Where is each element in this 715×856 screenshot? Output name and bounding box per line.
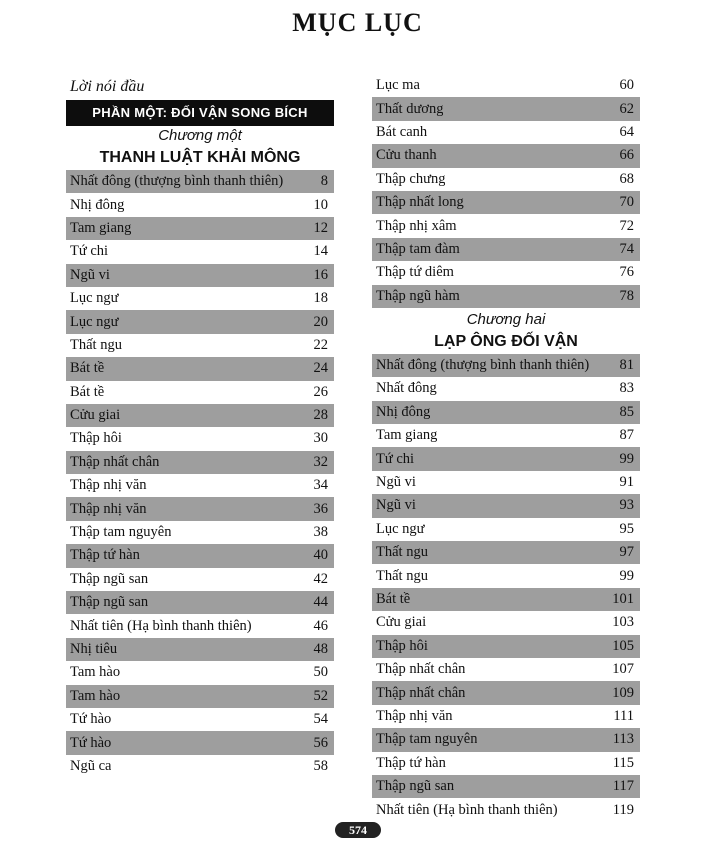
toc-entry-title: Thập hôi [70, 430, 122, 447]
toc-entry-title: Nhất đông (thượng bình thanh thiên) [70, 173, 284, 190]
toc-entry-title: Lục ngư [70, 290, 119, 307]
toc-entry-title: Cửu thanh [376, 147, 437, 164]
page-title: MỤC LỤC [292, 8, 423, 37]
toc-entry-title: Thập ngũ san [376, 778, 455, 795]
toc-entry-title: Tứ hào [70, 734, 112, 751]
toc-entry [66, 638, 334, 661]
toc-entry [372, 74, 640, 97]
toc-entry-title: Nhất tiên (Hạ bình thanh thiên) [376, 801, 558, 818]
toc-entry-page: 113 [612, 731, 634, 748]
toc-entry-title: Cửu giai [376, 614, 427, 631]
toc-entry-page: 52 [313, 687, 328, 704]
toc-entry [372, 144, 640, 167]
toc-entry [372, 494, 640, 517]
toc-entry [66, 334, 334, 357]
toc-entry-title: Ngũ vi [376, 497, 416, 514]
toc-entry-page: 72 [619, 217, 634, 234]
page-number-badge: 574 [335, 822, 381, 838]
toc-entry-page: 99 [619, 450, 634, 467]
toc-entry [66, 521, 334, 544]
toc-entry [372, 681, 640, 704]
toc-entry-page: 93 [619, 497, 634, 514]
toc-entry-page: 101 [612, 591, 634, 607]
toc-entry-title: Thập nhị văn [70, 477, 147, 494]
toc-entry [66, 708, 334, 731]
toc-entry-title: Tam hào [70, 687, 121, 704]
chapter-one-entries [66, 170, 334, 778]
toc-entry-title: Bát tề [70, 360, 105, 377]
part-one-banner: PHẦN MỘT: ĐỐI VẬN SONG BÍCH [66, 100, 334, 126]
toc-entry-title: Ngũ ca [70, 757, 112, 774]
toc-entry-page: 32 [313, 453, 328, 470]
toc-entry-title: Ngũ vi [376, 474, 416, 491]
toc-entry [372, 518, 640, 541]
toc-entry-page: 38 [313, 524, 328, 541]
toc-entry-title: Thập nhất chân [70, 453, 160, 470]
toc-entry [372, 798, 640, 821]
toc-entry [66, 193, 334, 216]
toc-entry-page: 78 [619, 287, 634, 304]
toc-entry-page: 30 [313, 430, 328, 447]
toc-entry-title: Bát tề [376, 591, 411, 607]
toc-entry-title: Tứ chi [376, 450, 415, 467]
toc-right-column [372, 74, 640, 822]
toc-entry-page: 66 [619, 147, 634, 164]
toc-entry-title: Thập tam đàm [376, 240, 460, 257]
toc-entry [66, 264, 334, 287]
toc-entry-title: Lục ngư [376, 520, 425, 537]
toc-entry-title: Thập nhất long [376, 194, 464, 211]
toc-entry-title: Thập ngũ san [70, 570, 149, 587]
toc-entry-page: 28 [313, 407, 328, 424]
toc-entry-title: Nhất đông (thượng bình thanh thiên) [376, 357, 590, 374]
toc-entry-page: 99 [619, 567, 634, 584]
toc-entry-page: 18 [313, 290, 328, 307]
toc-entry-page: 81 [619, 357, 634, 374]
toc-entry [372, 658, 640, 681]
toc-entry [372, 635, 640, 658]
toc-entry [372, 705, 640, 728]
toc-entry-page: 76 [619, 264, 634, 281]
chapter-two-label: Chương hai [466, 310, 546, 328]
toc-entry-title: Nhất tiên (Hạ bình thanh thiên) [70, 617, 252, 634]
toc-entry [66, 731, 334, 754]
toc-entry-title: Cửu giai [70, 407, 121, 424]
toc-entry-page: 42 [313, 570, 328, 587]
toc-entry-page: 64 [619, 123, 634, 140]
toc-entry [66, 170, 334, 193]
toc-entry-title: Thất ngu [376, 544, 428, 561]
toc-entry-page: 62 [619, 100, 634, 117]
toc-entry-page: 68 [619, 170, 634, 187]
toc-entry-page: 83 [619, 380, 634, 397]
toc-entry-title: Thập nhất chân [376, 661, 466, 678]
toc-entry [372, 447, 640, 470]
toc-entry-title: Tứ chi [70, 243, 109, 260]
toc-entry [66, 544, 334, 567]
toc-entry [372, 354, 640, 377]
toc-entry [372, 261, 640, 284]
toc-entry-page: 87 [619, 427, 634, 444]
toc-entry-page: 8 [320, 173, 328, 190]
toc-entry-title: Nhị tiêu [70, 641, 118, 657]
toc-entry-page: 56 [313, 734, 328, 751]
toc-entry-page: 111 [613, 707, 634, 724]
toc-entry [372, 377, 640, 400]
toc-entry [66, 240, 334, 263]
toc-entry [66, 755, 334, 778]
toc-entry-title: Thập tứ hàn [70, 547, 140, 564]
toc-entry [372, 168, 640, 191]
toc-entry [372, 588, 640, 611]
toc-entry [372, 752, 640, 775]
toc-entry [66, 217, 334, 240]
toc-entry-page: 70 [619, 194, 634, 211]
toc-entry-title: Thập nhị văn [70, 500, 147, 517]
toc-entry [66, 381, 334, 404]
toc-entry-page: 103 [612, 614, 634, 631]
toc-entry [66, 451, 334, 474]
toc-entry-title: Thất ngu [376, 567, 428, 584]
toc-entry [372, 564, 640, 587]
toc-entry [66, 568, 334, 591]
toc-entry-page: 46 [313, 617, 328, 634]
toc-entry [66, 497, 334, 520]
preface-entry: Lời nói đầu [70, 78, 145, 95]
toc-entry-page: 85 [619, 403, 634, 420]
toc-entry-page: 117 [612, 778, 634, 795]
chapter-two-title: LẠP ÔNG ĐỐI VẬN [434, 332, 578, 350]
toc-entry-title: Thập tam nguyên [376, 731, 478, 748]
toc-entry [66, 427, 334, 450]
toc-entry-title: Ngũ vi [70, 266, 110, 283]
toc-entry-title: Lục ma [376, 77, 420, 94]
toc-entry-page: 48 [313, 641, 328, 657]
toc-entry-title: Thập tam nguyên [70, 524, 172, 541]
toc-entry-title: Bát tề [70, 383, 105, 400]
chapter-one-entries-continued [372, 74, 640, 308]
toc-entry-page: 105 [612, 637, 634, 654]
chapter-one-title: THANH LUẬT KHẢI MÔNG [99, 149, 301, 166]
toc-entry-title: Nhị đông [70, 196, 125, 213]
toc-entry-page: 12 [313, 219, 328, 236]
toc-entry-page: 20 [313, 313, 328, 330]
toc-entry-page: 26 [313, 383, 328, 400]
toc-entry-title: Nhất đông [376, 380, 437, 397]
toc-entry-title: Thập tứ diêm [376, 264, 454, 281]
toc-left-column [66, 74, 334, 778]
toc-entry-title: Thập chưng [376, 170, 446, 187]
toc-entry-page: 10 [313, 196, 328, 213]
toc-entry [372, 471, 640, 494]
toc-entry-page: 34 [313, 477, 328, 494]
chapter-one-label: Chương một [158, 127, 242, 144]
toc-entry-page: 95 [619, 520, 634, 537]
toc-entry-page: 115 [612, 754, 634, 771]
toc-entry-title: Tam giang [70, 219, 132, 236]
toc-entry [66, 357, 334, 380]
toc-entry-page: 58 [313, 757, 328, 774]
toc-entry [372, 541, 640, 564]
toc-entry-title: Thất ngu [70, 336, 122, 353]
toc-entry-title: Nhị đông [376, 403, 431, 420]
toc-entry-title: Tam giang [376, 427, 438, 444]
toc-entry-title: Thập nhị văn [376, 707, 453, 724]
toc-entry-title: Tam hào [70, 664, 121, 681]
toc-entry-title: Thập ngũ san [70, 594, 149, 611]
toc-entry-page: 109 [612, 684, 634, 701]
toc-entry [66, 614, 334, 637]
toc-entry [372, 424, 640, 447]
toc-entry-page: 40 [313, 547, 328, 564]
toc-entry-title: Lục ngư [70, 313, 119, 330]
toc-entry [372, 611, 640, 634]
toc-entry-title: Tứ hào [70, 711, 112, 728]
toc-entry-page: 16 [313, 266, 328, 283]
toc-entry-title: Bát canh [376, 123, 428, 140]
toc-entry [66, 661, 334, 684]
toc-entry-title: Thập ngũ hàm [376, 287, 460, 304]
toc-entry-title: Thập nhị xâm [376, 217, 457, 234]
toc-entry-page: 22 [313, 336, 328, 353]
toc-entry [372, 285, 640, 308]
toc-entry-page: 119 [612, 801, 634, 818]
toc-entry [372, 728, 640, 751]
toc-entry [66, 287, 334, 310]
chapter-two-entries [372, 354, 640, 822]
toc-entry [66, 474, 334, 497]
toc-entry [372, 97, 640, 120]
toc-entry [372, 214, 640, 237]
toc-entry-page: 14 [313, 243, 328, 260]
toc-entry [66, 591, 334, 614]
toc-entry-page: 107 [612, 661, 634, 678]
toc-entry [372, 191, 640, 214]
toc-entry-page: 74 [619, 240, 634, 257]
toc-entry-title: Thập nhất chân [376, 684, 466, 701]
toc-entry [372, 238, 640, 261]
toc-entry [66, 685, 334, 708]
toc-entry-page: 50 [313, 664, 328, 681]
toc-entry-page: 97 [619, 544, 634, 561]
toc-entry-page: 24 [313, 360, 328, 377]
toc-entry [66, 310, 334, 333]
toc-entry-page: 44 [313, 594, 328, 611]
toc-entry [372, 775, 640, 798]
toc-entry-page: 36 [313, 500, 328, 517]
toc-entry [372, 121, 640, 144]
toc-entry [372, 401, 640, 424]
toc-entry-title: Thập tứ hàn [376, 754, 446, 771]
toc-entry-page: 60 [619, 77, 634, 94]
toc-entry-page: 54 [313, 711, 328, 728]
toc-entry [66, 404, 334, 427]
toc-entry-title: Thập hôi [376, 637, 428, 654]
toc-entry-title: Thất dương [376, 100, 444, 117]
toc-entry-page: 91 [619, 474, 634, 491]
